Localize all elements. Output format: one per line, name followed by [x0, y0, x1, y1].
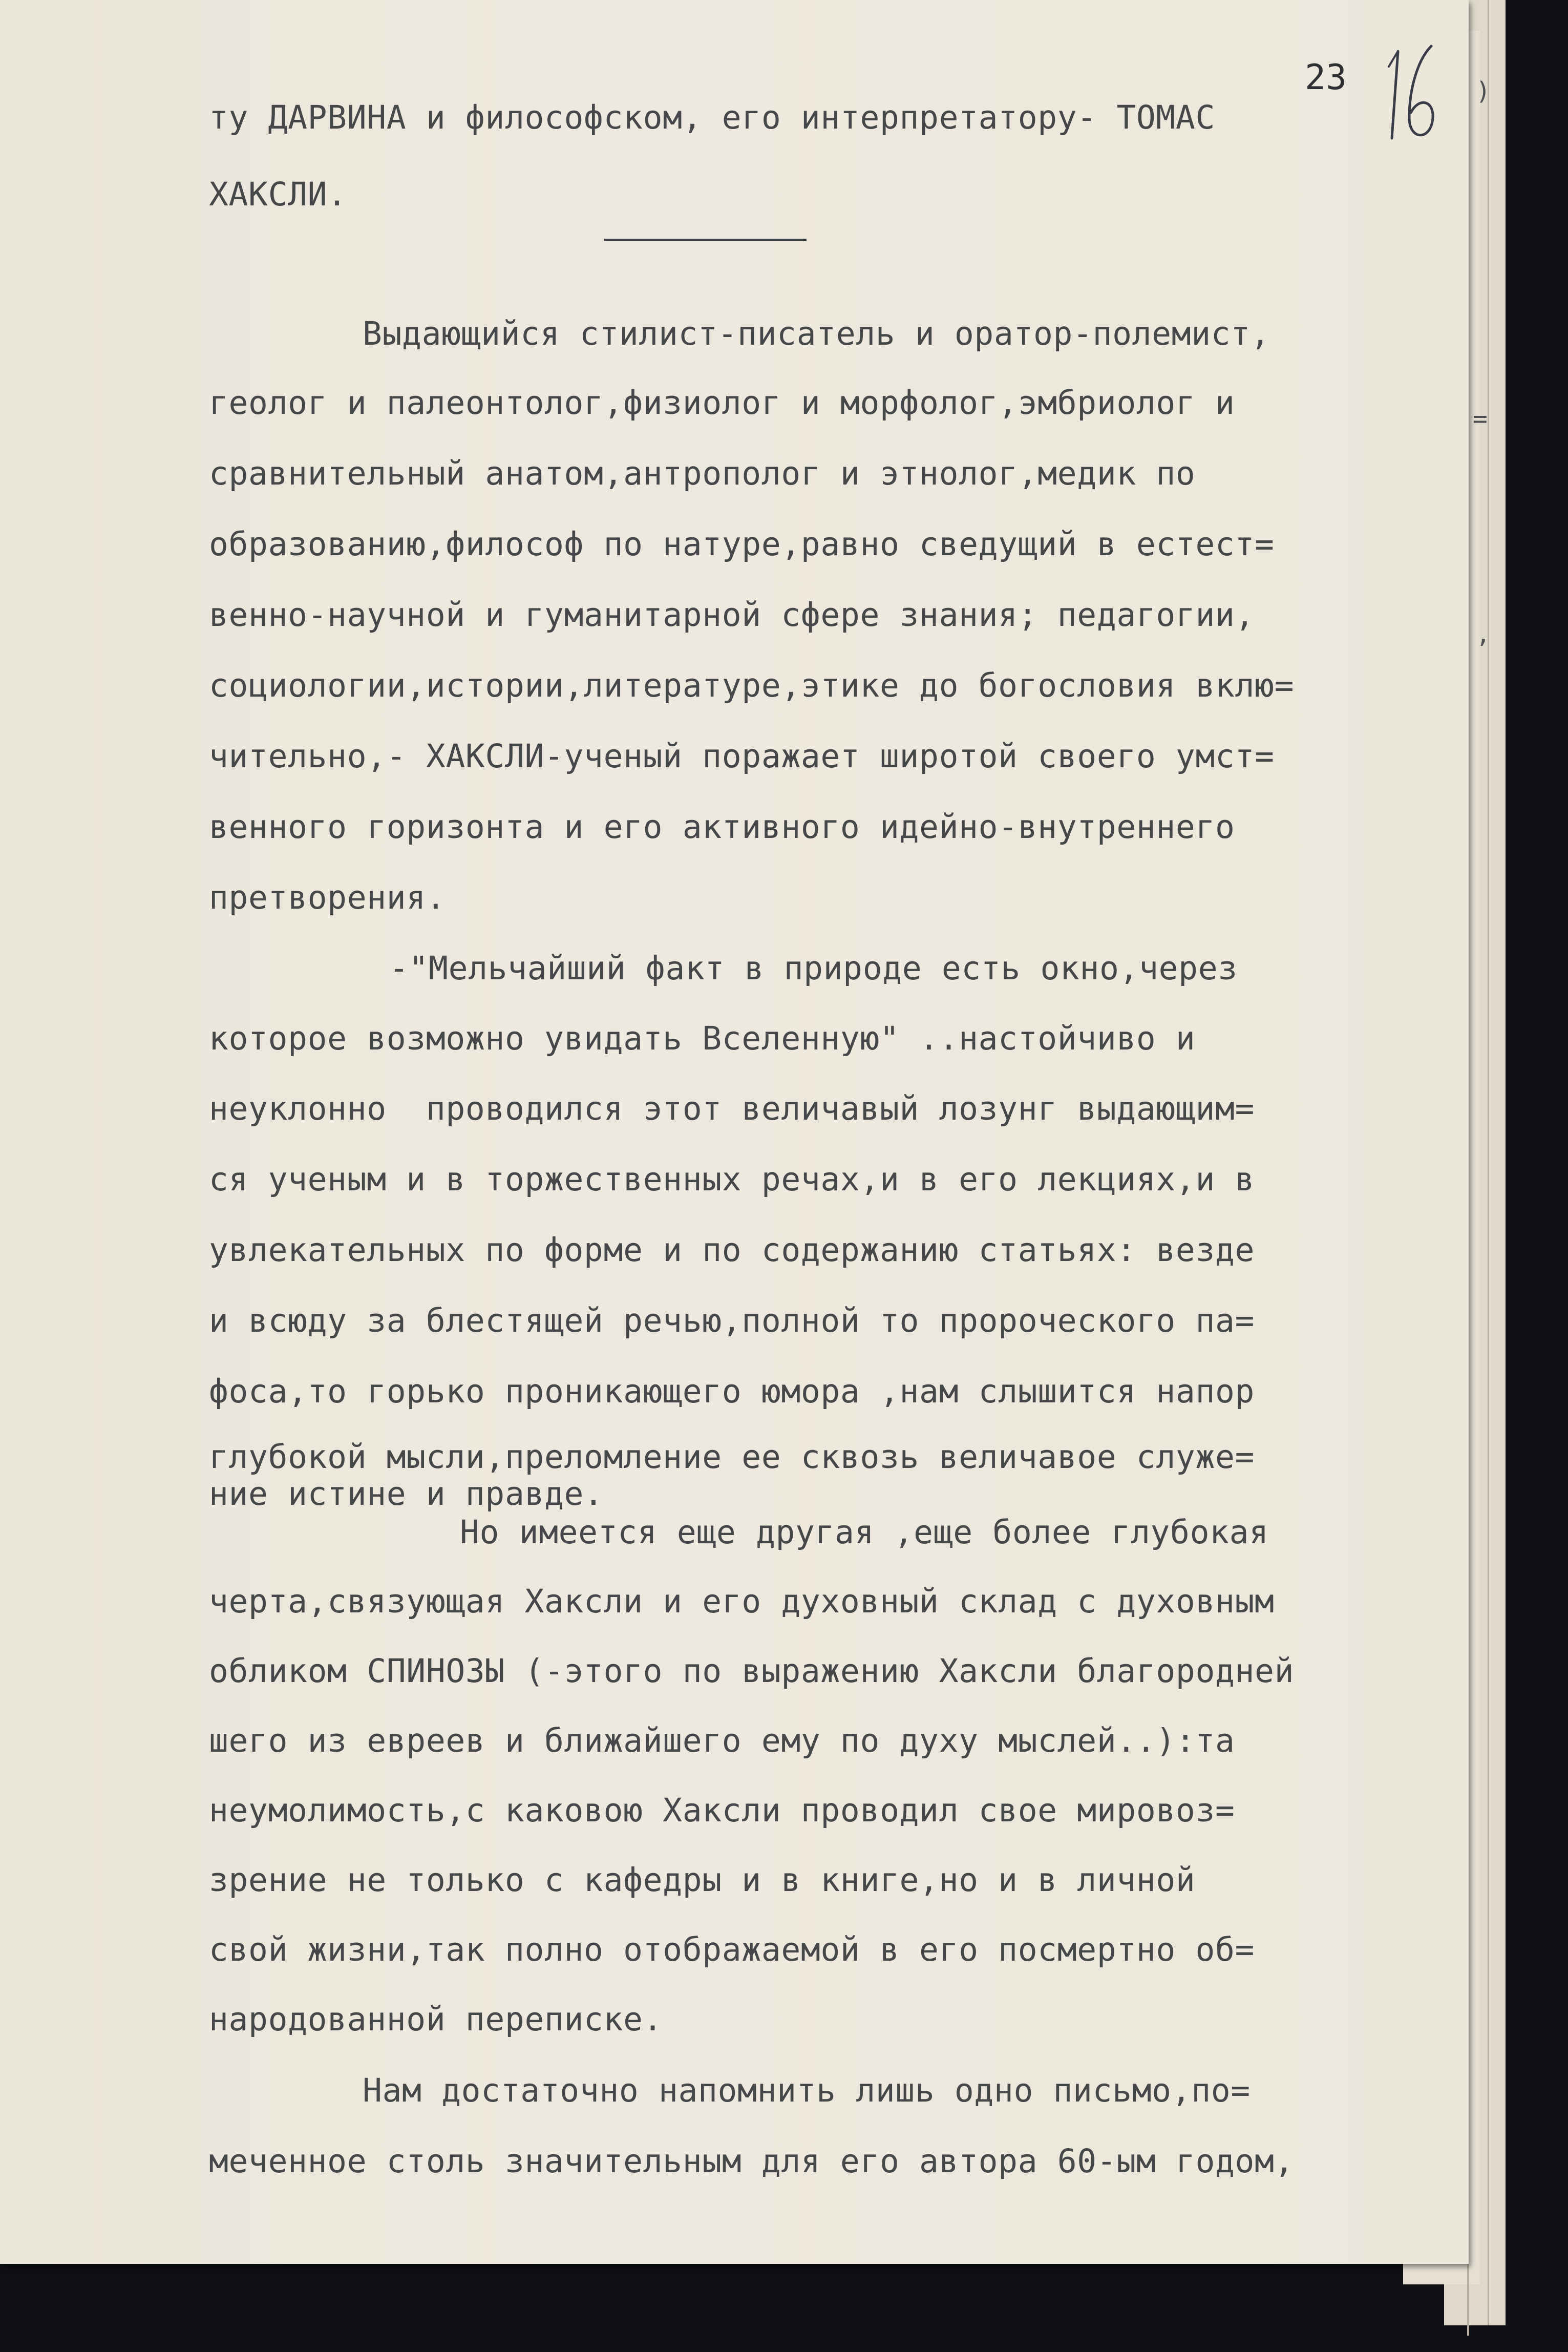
text-line: -"Мельчайший факт в природе есть окно,через: [389, 950, 1238, 987]
text-line: ту ДАРВИНА и философском, его интерпретатору- ТОМАС: [209, 99, 1215, 136]
text-line: увлекательных по форме и по содержанию статьях: везде: [209, 1231, 1255, 1269]
text-line: чительно,- ХАКСЛИ-ученый поражает широтой своего умст=: [209, 738, 1275, 775]
text-line: Но имеется еще другая ,еще более глубокая: [460, 1514, 1269, 1551]
text-line: свой жизни,так полно отображаемой в его посмертно об=: [209, 1931, 1255, 1968]
separator-rule: [604, 239, 807, 241]
margin-mark: ): [1476, 77, 1491, 106]
text-line: меченное столь значительным для его автора 60-ым годом,: [209, 2143, 1295, 2180]
text-line: фоса,то горько проникающего юмора ,нам слышится напор: [209, 1373, 1255, 1410]
text-line: ся ученым и в торжественных речах,и в его лекциях,и в: [209, 1161, 1255, 1198]
text-line: которое возможно увидать Вселенную" ..настойчиво и: [209, 1020, 1196, 1057]
sheet-edge: [1488, 0, 1489, 2325]
margin-mark: =: [1473, 405, 1488, 433]
text-line: глубокой мысли,преломление ее сквозь величавое служе=: [209, 1438, 1255, 1476]
text-line: шего из евреев и ближайшего ему по духу мыслей..):та: [209, 1722, 1235, 1759]
handwritten-folio-number: [1383, 31, 1439, 149]
text-line: зрение не только с кафедры и в книге,но и в личной: [209, 1861, 1196, 1899]
margin-mark: ,: [1476, 620, 1491, 648]
text-line: геолог и палеонтолог,физиолог и морфолог,эмбриолог и: [209, 384, 1235, 422]
text-line: венного горизонта и его активного идейно-внутреннего: [209, 808, 1235, 846]
text-line: черта,связующая Хаксли и его духовный склад с духовным: [209, 1583, 1275, 1620]
text-line: ХАКСЛИ.: [209, 176, 347, 213]
text-line: неумолимость,с каковою Хаксли проводил свое мировоз=: [209, 1792, 1235, 1829]
text-line: образованию,философ по натуре,равно сведущий в естест=: [209, 526, 1275, 563]
text-line: неуклонно проводился этот величавый лозунг выдающим=: [209, 1090, 1255, 1127]
text-line: и всюду за блестящей речью,полной то пророческого па=: [209, 1302, 1255, 1339]
text-line: Выдающийся стилист-писатель и оратор-полемист,: [363, 315, 1270, 352]
text-line: Нам достаточно напомнить лишь одно письмо,по=: [363, 2072, 1251, 2109]
text-line: ние истине и правде.: [209, 1475, 604, 1513]
text-line: венно-научной и гуманитарной сфере знания; педагогии,: [209, 596, 1255, 634]
text-line: социологии,истории,литературе,этике до богословия вклю=: [209, 667, 1295, 704]
text-line: обликом СПИНОЗЫ (-этого по выражению Хаксли благородней: [209, 1652, 1295, 1690]
text-line: претворения.: [209, 879, 446, 916]
text-line: народованной переписке.: [209, 2001, 663, 2038]
text-line: сравнительный анатом,антрополог и этнолог,медик по: [209, 455, 1196, 492]
page-number: 23: [1305, 57, 1347, 98]
